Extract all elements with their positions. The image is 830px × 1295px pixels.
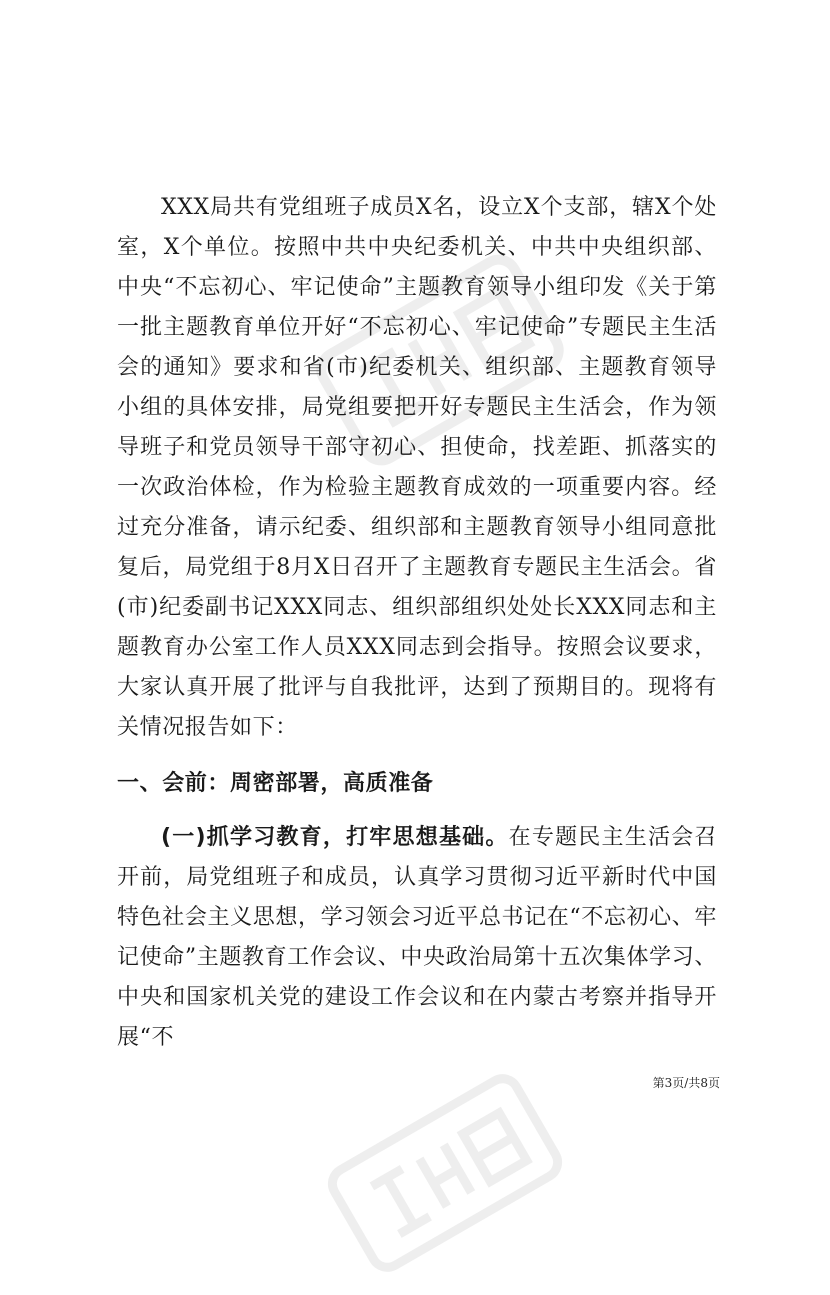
subsection-text: 在专题民主生活会召开前，局党组班子和成员，认真学习贯彻习近平新时代中国特色社会主义思想，学习领会习近平总书记在“不忘初心、牢记使命”主题教育工作会议、中央政治局第十五次集体学习、中央和国家机关党的建设工作会议和在内蒙古考察并指导开展“不 <box>117 825 717 1050</box>
subsection-heading: (一)抓学习教育，打牢思想基础。 <box>161 825 509 850</box>
watermark-logo-icon <box>308 1051 582 1295</box>
document-body <box>117 188 717 1058</box>
section-heading: 一、会前：周密部署，高质准备 <box>117 771 434 796</box>
subsection-paragraph <box>117 818 717 1058</box>
intro-paragraph: XXX局共有党组班子成员X名，设立X个支部，辖X个处室，X个单位。按照中共中央纪委机关、中共中央组织部、中央“不忘初心、牢记使命”主题教育领导小组印发《关于第一批主题教育单位开好“不忘初心、牢记使命”专题民主生活会的通知》要求和省(市)纪委机关、组织部、主题教育领导小组的具体安排，局党组要把开好专题民主生活会，作为领导班子和党员领导干部守初心、担使命，找差距、抓落实的一次政治体检，作为检验主题教育成效的一项重要内容。经过充分准备，请示纪委、组织部和主题教育领导小组同意批复后，局党组于8月X日召开了主题教育专题民主生活会。省(市)纪委副书记XXX同志、组织部组织处处长XXX同志和主题教育办公室工作人员XXX同志到会指导。按照会议要求，大家认真开展了批评与自我批评，达到了预期目的。现将有关情况报告如下： <box>117 195 717 740</box>
page-number: 第3页/共8页 <box>652 1076 720 1090</box>
